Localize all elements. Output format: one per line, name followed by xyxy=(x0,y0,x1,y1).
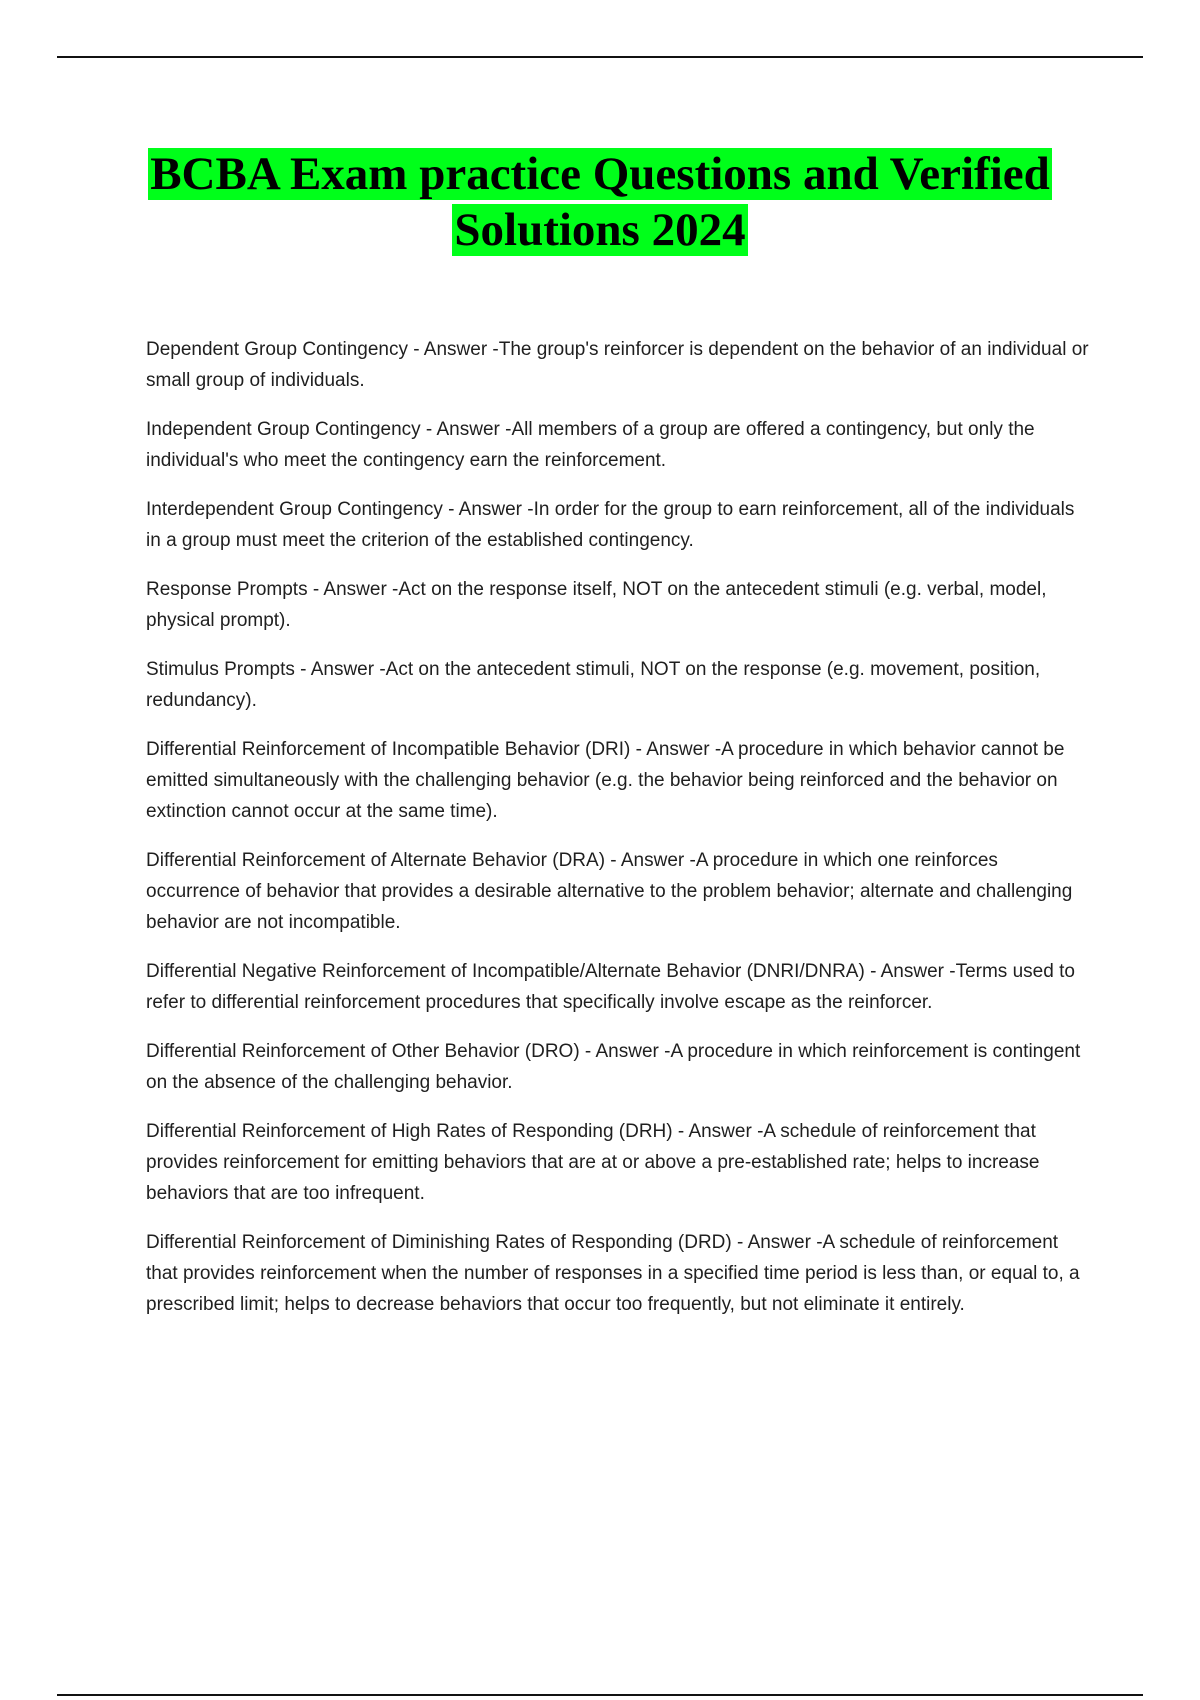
document-title xyxy=(0,146,1200,258)
glossary-entry-stimulus-prompts: Stimulus Prompts - Answer -Act on the antecedent stimuli, NOT on the response (e.g. movement, position, redundancy). xyxy=(146,659,1041,711)
glossary-entry-drd: Differential Reinforcement of Diminishing Rates of Responding (DRD) - Answer -A schedule of reinforcement that provides reinforcement when the number of responses in a specified time period is less than, or equal to, a prescribed limit; helps to decrease behaviors that occur too frequently, but not eliminate it entirely. xyxy=(146,1232,1080,1315)
glossary-entry-independent-group-contingency: Independent Group Contingency - Answer -All members of a group are offered a contingency, but only the individual's who meet the contingency earn the reinforcement. xyxy=(146,419,1035,471)
title-line-2: Solutions 2024 xyxy=(454,204,746,256)
title-line-1: BCBA Exam practice Questions and Verified xyxy=(150,148,1050,200)
header-rule xyxy=(57,56,1143,58)
footer-rule xyxy=(57,1694,1143,1696)
glossary-entry-dependent-group-contingency: Dependent Group Contingency - Answer -The group's reinforcer is dependent on the behavior of an individual or small group of individuals. xyxy=(146,339,1089,391)
glossary-entry-response-prompts: Response Prompts - Answer -Act on the response itself, NOT on the antecedent stimuli (e.g. verbal, model, physical prompt). xyxy=(146,579,1047,631)
glossary-entry-drh: Differential Reinforcement of High Rates of Responding (DRH) - Answer -A schedule of reinforcement that provides reinforcement for emitting behaviors that are at or above a pre-established rate; helps to increase behaviors that are too infrequent. xyxy=(146,1121,1040,1204)
glossary-list xyxy=(146,334,1090,1338)
glossary-entry-dra: Differential Reinforcement of Alternate Behavior (DRA) - Answer -A procedure in which one reinforces occurrence of behavior that provides a desirable alternative to the problem behavior; alternate and challenging behavior are not incompatible. xyxy=(146,850,1073,933)
glossary-entry-dri: Differential Reinforcement of Incompatible Behavior (DRI) - Answer -A procedure in which behavior cannot be emitted simultaneously with the challenging behavior (e.g. the behavior being reinforced and the behavior on extinction cannot occur at the same time). xyxy=(146,739,1065,822)
glossary-entry-dnri-dnra: Differential Negative Reinforcement of Incompatible/Alternate Behavior (DNRI/DNRA) - Answer -Terms used to refer to differential reinforcement procedures that specifically involve escape as the reinforcer. xyxy=(146,961,1075,1013)
glossary-entry-dro: Differential Reinforcement of Other Behavior (DRO) - Answer -A procedure in which reinforcement is contingent on the absence of the challenging behavior. xyxy=(146,1041,1081,1093)
glossary-entry-interdependent-group-contingency: Interdependent Group Contingency - Answer -In order for the group to earn reinforcement, all of the individuals in a group must meet the criterion of the established contingency. xyxy=(146,499,1075,551)
